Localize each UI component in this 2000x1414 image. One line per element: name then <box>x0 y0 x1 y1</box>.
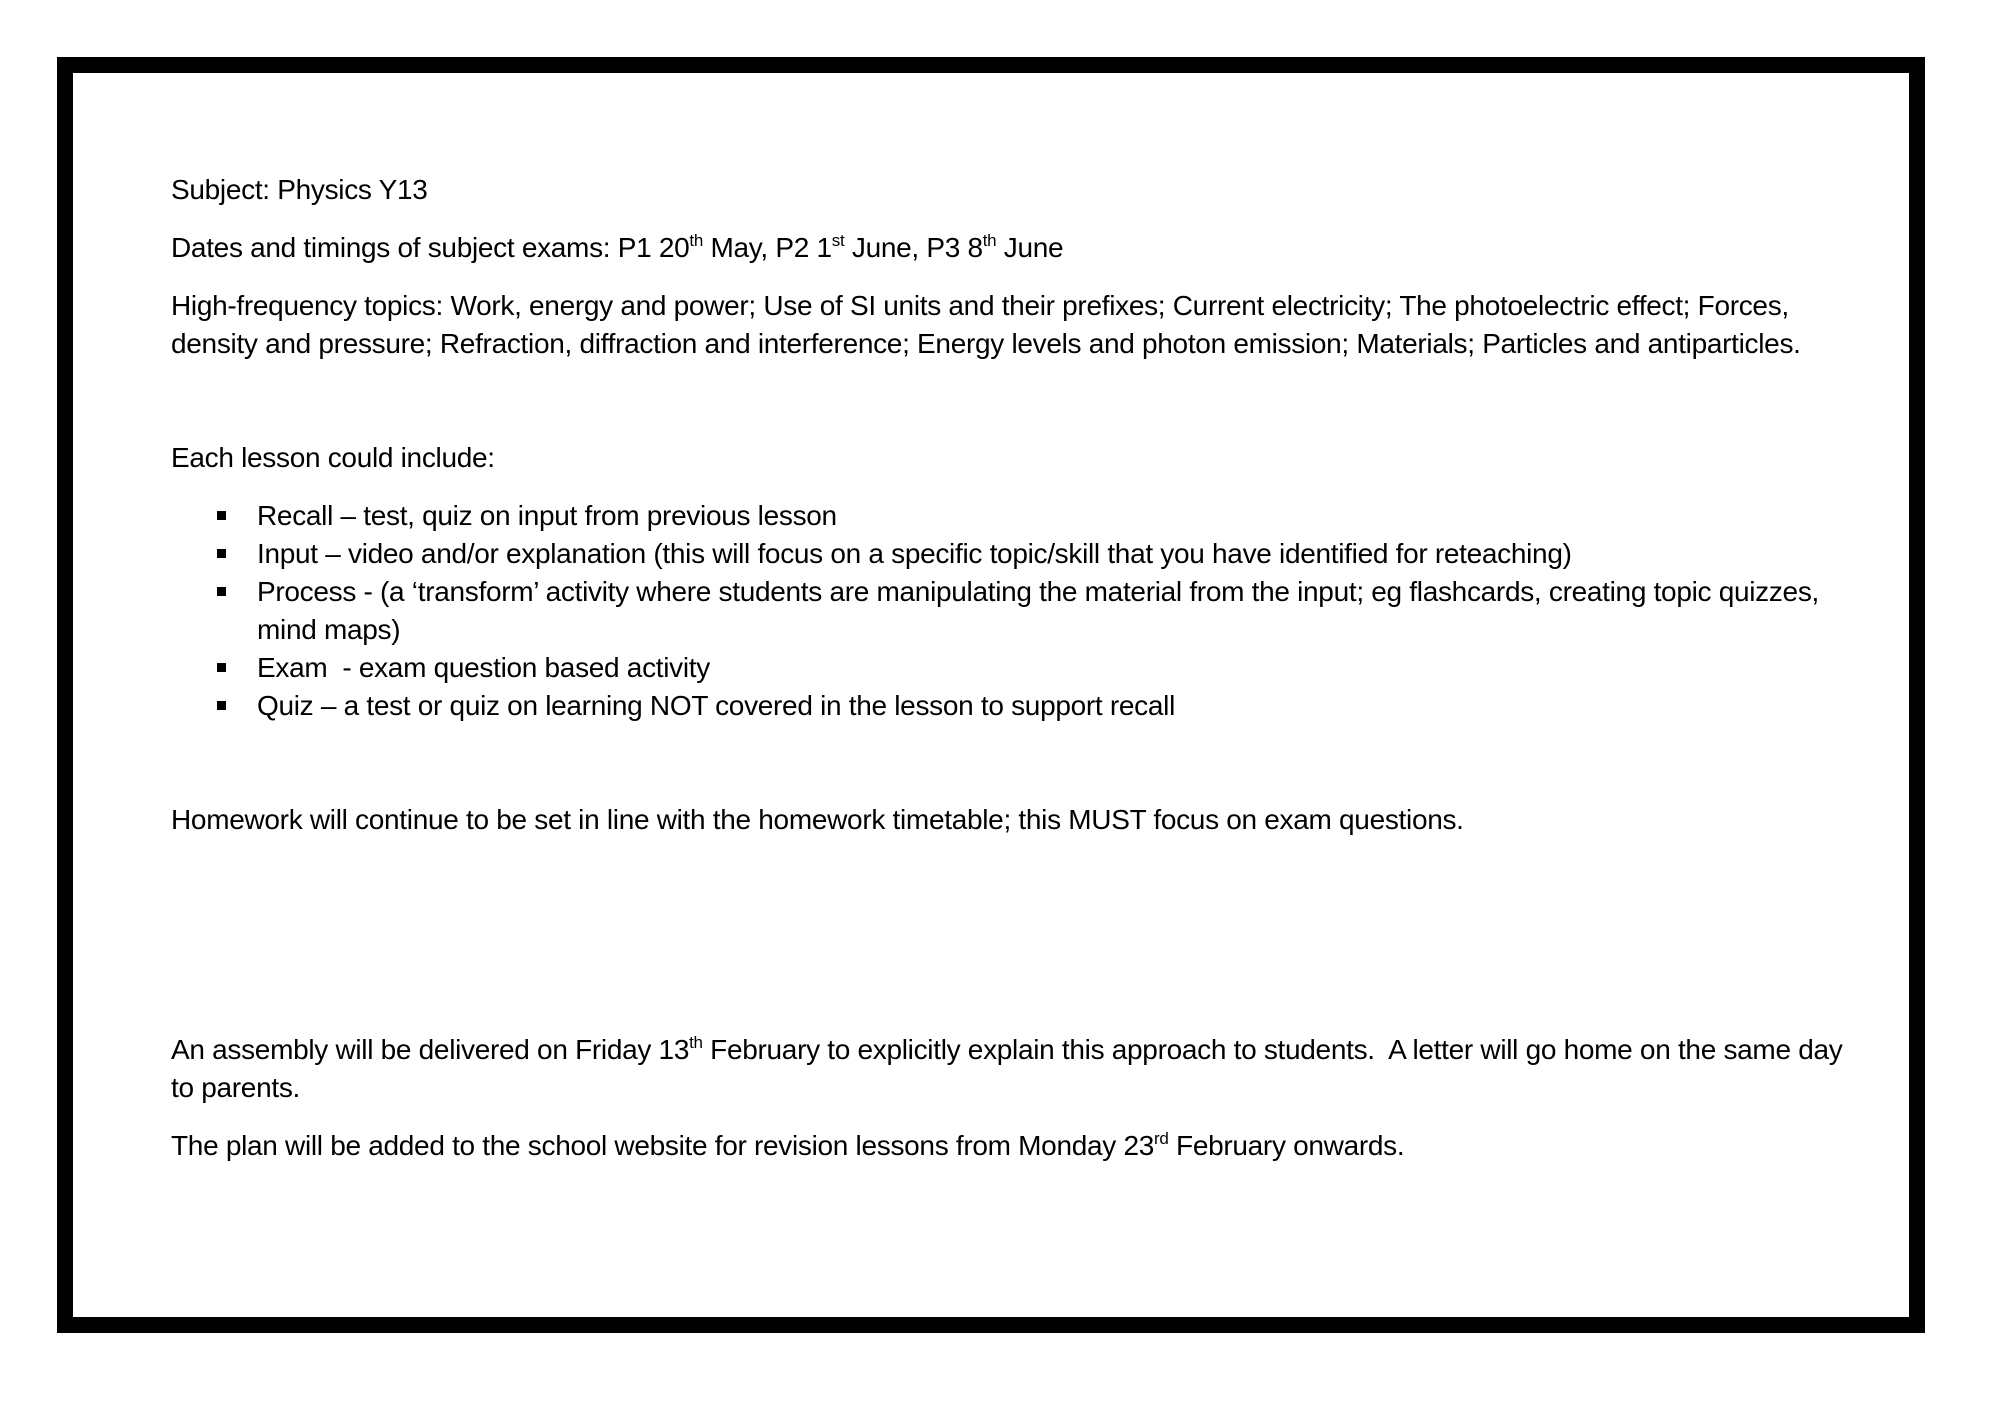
list-item <box>171 535 1851 573</box>
exam-dates-text-4: June <box>996 232 1064 263</box>
plan-sup: rd <box>1154 1129 1169 1148</box>
list-item-text: Input – video and/or explanation (this will focus on a specific topic/skill that you have identified for reteaching) <box>257 538 1572 569</box>
bullet-square-icon <box>217 587 226 596</box>
assembly-sup: th <box>689 1033 703 1052</box>
bullet-square-icon <box>217 549 226 558</box>
high-frequency-topics: High-frequency topics: Work, energy and power; Use of SI units and their prefixes; Current electricity; The photoelectric effect; Forces, density and pressure; Refraction, diffraction and interference; Energy levels and photon emission; Materials; Particles and antiparticles. <box>171 290 1801 359</box>
plan-text-1: The plan will be added to the school website for revision lessons from Monday 23 <box>171 1130 1154 1161</box>
exam-dates-line <box>171 229 1851 267</box>
lesson-intro: Each lesson could include: <box>171 442 495 473</box>
list-item <box>171 573 1851 649</box>
exam-dates-text-1: Dates and timings of subject exams: P1 20 <box>171 232 690 263</box>
subject-line: Subject: Physics Y13 <box>171 174 428 205</box>
plan-note <box>171 1127 1851 1165</box>
list-item-text: Exam - exam question based activity <box>257 652 710 683</box>
bullet-square-icon <box>217 663 226 672</box>
plan-text-2: February onwards. <box>1168 1130 1405 1161</box>
list-item-text: Recall – test, quiz on input from previous lesson <box>257 500 837 531</box>
list-item-text: Process - (a ‘transform’ activity where students are manipulating the material from the input; eg flashcards, creating topic quizzes, mind maps) <box>257 576 1820 645</box>
list-item <box>171 687 1851 725</box>
list-item <box>171 497 1851 535</box>
assembly-text-2: February to explicitly explain this approach to students. A letter will go home on the same day to parents. <box>171 1034 1850 1103</box>
lesson-components-list <box>171 497 1851 725</box>
bullet-square-icon <box>217 511 226 520</box>
bullet-square-icon <box>217 701 226 710</box>
document-body <box>171 171 1851 1165</box>
exam-dates-sup-1: th <box>689 231 703 250</box>
list-item <box>171 649 1851 687</box>
exam-dates-text-2: May, P2 1 <box>703 232 832 263</box>
list-item-text: Quiz – a test or quiz on learning NOT covered in the lesson to support recall <box>257 690 1175 721</box>
assembly-text-1: An assembly will be delivered on Friday 13 <box>171 1034 690 1065</box>
assembly-note <box>171 1031 1851 1107</box>
homework-note: Homework will continue to be set in line with the homework timetable; this MUST focus on exam questions. <box>171 804 1464 835</box>
exam-dates-text-3: June, P3 8 <box>844 232 983 263</box>
exam-dates-sup-2: st <box>831 231 845 250</box>
exam-dates-sup-3: th <box>982 231 997 250</box>
